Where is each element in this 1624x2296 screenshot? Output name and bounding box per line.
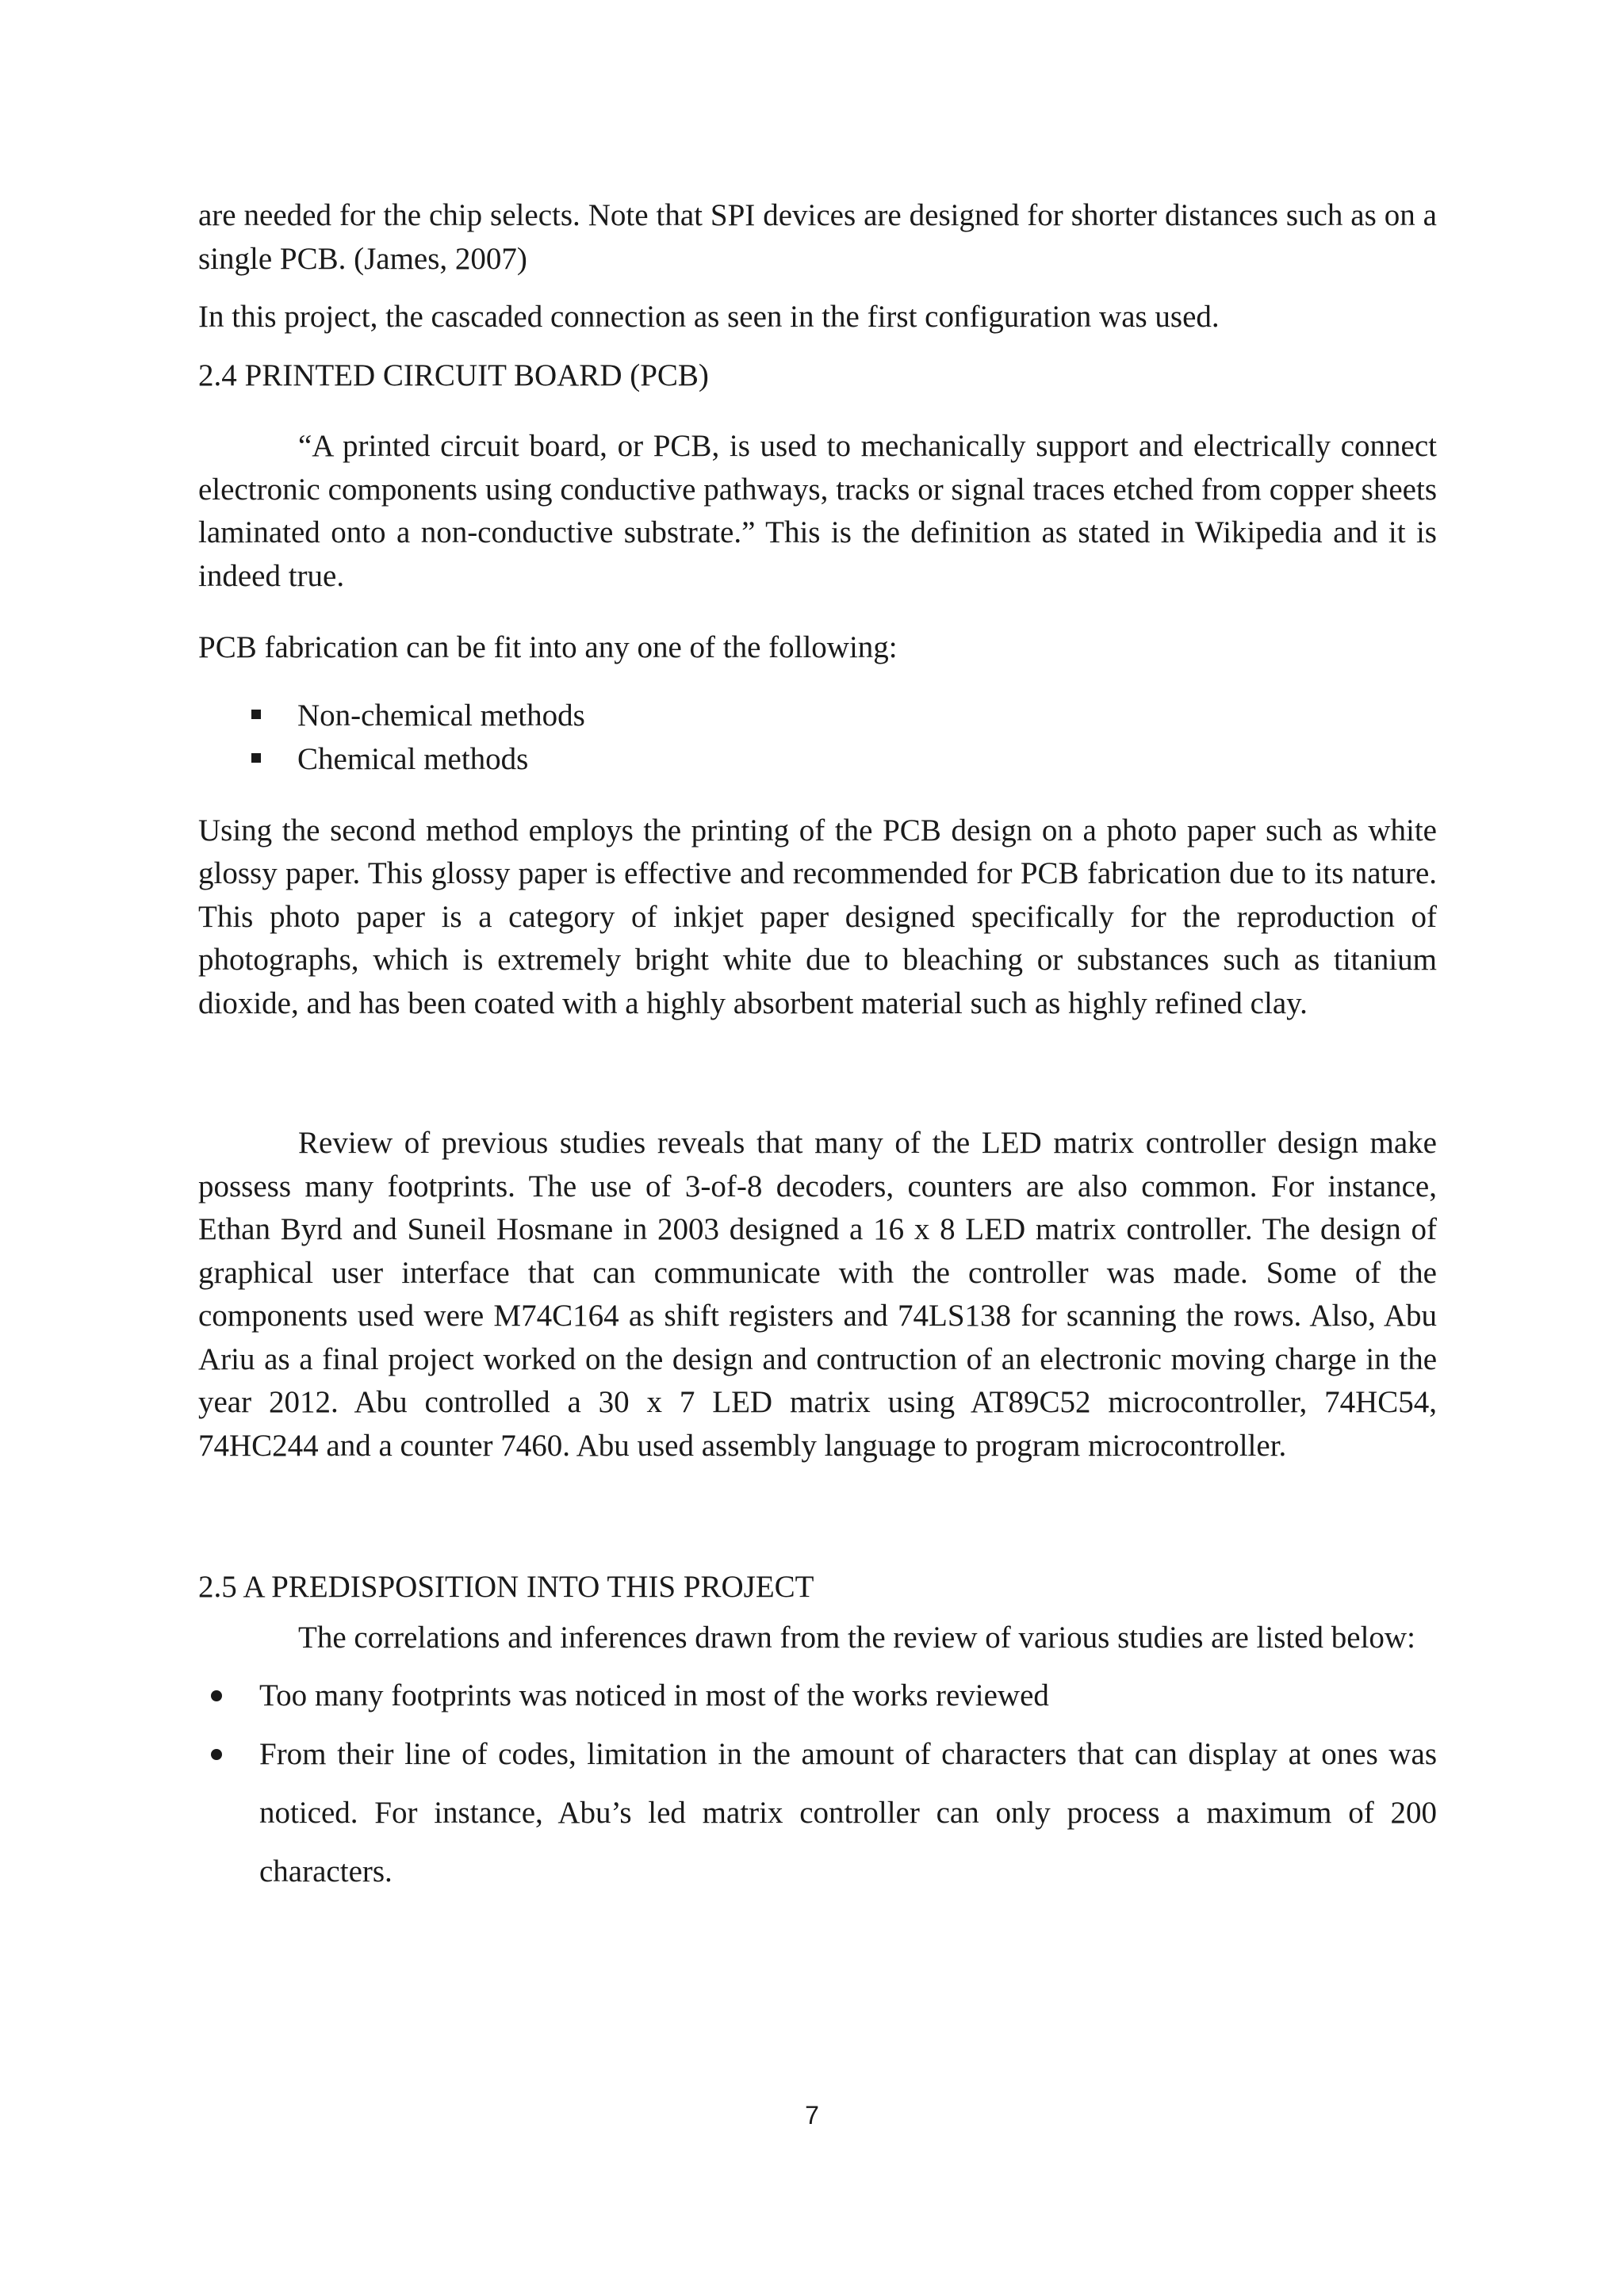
bullet-dot-icon [211, 1749, 222, 1760]
fabrication-methods-list [198, 694, 1437, 781]
heading-pcb: 2.4 PRINTED CIRCUIT BOARD (PCB) [198, 358, 709, 392]
square-bullet-icon [251, 753, 261, 763]
page-number: 7 [805, 2101, 819, 2130]
list-item [198, 737, 1437, 781]
bullet-dot-icon [211, 1690, 222, 1701]
list-item-label: From their line of codes, limitation in the amount of characters that can display at ones was noticed. For instance, Abu’s led matrix controller can only process a maximum of 200 characters. [259, 1736, 1437, 1888]
list-item-label: Non-chemical methods [297, 698, 585, 733]
paragraph-spi-note: are needed for the chip selects. Note that SPI devices are designed for shorter distances such as on a single PCB. (James, 2007) [198, 198, 1437, 276]
list-item [198, 1667, 1437, 1725]
paragraph-pcb-definition: “A printed circuit board, or PCB, is used to mechanically support and electrically connect electronic components using conductive pathways, tracks or signal traces etched from copper sheets laminated onto a non-conductive substrate.” This is the definition as stated in Wikipedia and it is indeed true. [198, 429, 1437, 593]
list-item [198, 694, 1437, 737]
list-item-label: Too many footprints was noticed in most of the works reviewed [259, 1678, 1049, 1712]
square-bullet-icon [251, 710, 261, 719]
list-item-label: Chemical methods [297, 741, 529, 776]
paragraph-cascaded-connection: In this project, the cascaded connection as seen in the first configuration was used. [198, 300, 1220, 334]
paragraph-photo-paper: Using the second method employs the printing of the PCB design on a photo paper such as white glossy paper. This glossy paper is effective and recommended for PCB fabrication due to its nature. This photo paper is a category of inkjet paper designed specifically for the reproduction of photographs, which is extremely bright white due to bleaching or substances such as titanium dioxide, and has been coated with a highly absorbent material such as highly refined clay. [198, 813, 1437, 1020]
list-item [198, 1725, 1437, 1901]
heading-predisposition: 2.5 A PREDISPOSITION INTO THIS PROJECT [198, 1570, 814, 1604]
paragraph-pcb-fabrication: PCB fabrication can be fit into any one of the following: [198, 630, 898, 664]
document-page [198, 194, 1437, 1901]
paragraph-review: Review of previous studies reveals that many of the LED matrix controller design make possess many footprints. The use of 3-of-8 decoders, counters are also common. For instance, Ethan Byrd and Suneil Hosmane in 2003 designed a 16 x 8 LED matrix controller. The design of graphical user interface that can communicate with the controller was made. Some of the components used were M74C164 as shift registers and 74LS138 for scanning the rows. Also, Abu Ariu as a final project worked on the design and contruction of an electronic moving charge in the year 2012. Abu controlled a 30 x 7 LED matrix using AT89C52 microcontroller, 74HC54, 74HC244 and a counter 7460. Abu used assembly language to program microcontroller. [198, 1126, 1437, 1463]
paragraph-correlations: The correlations and inferences drawn from the review of various studies are listed below: [298, 1620, 1415, 1655]
inferences-list [198, 1667, 1437, 1901]
